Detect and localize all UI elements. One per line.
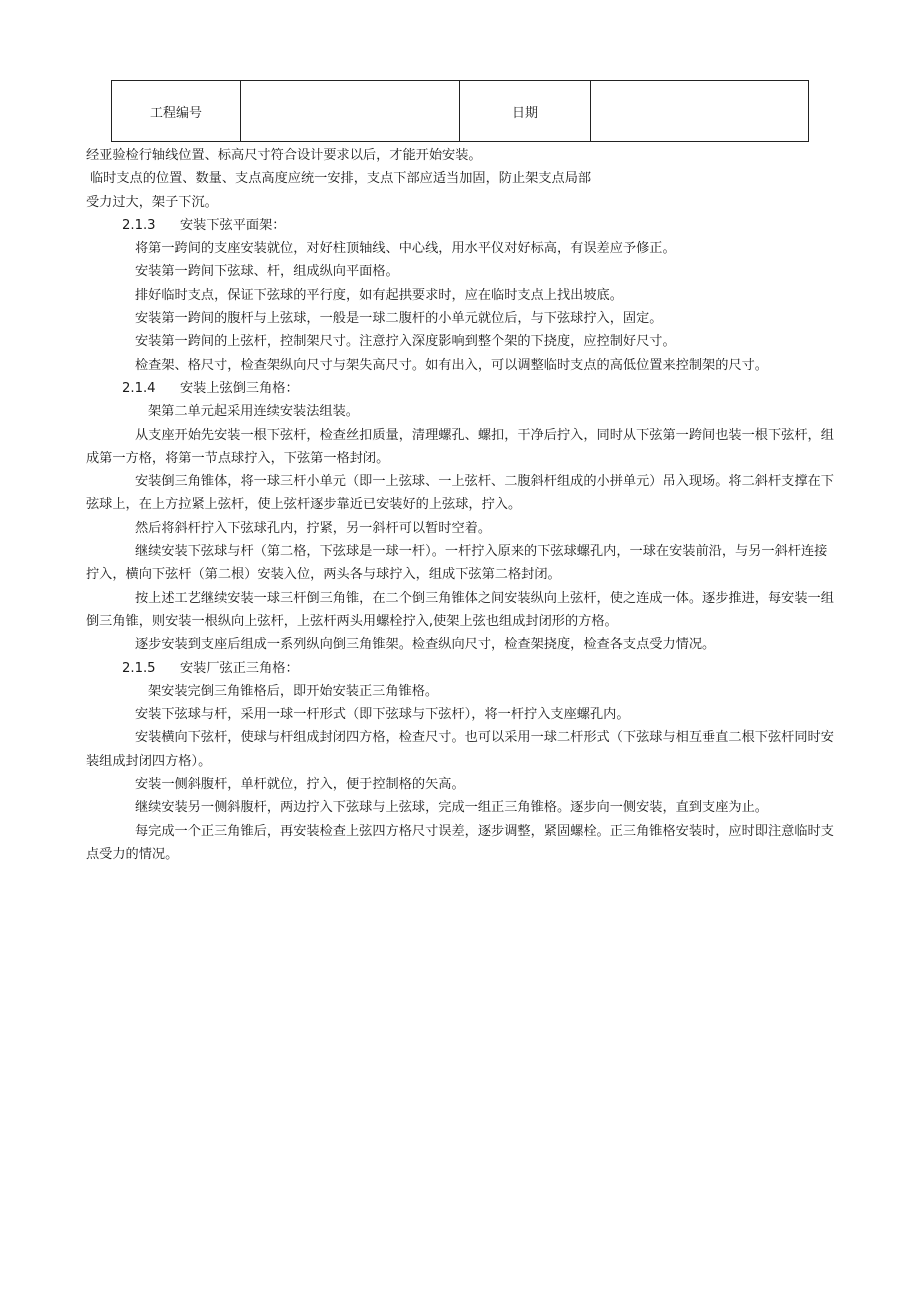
paragraph: 排好临时支点，保证下弦球的平行度，如有起拱要求时，应在临时支点上找出坡底。 bbox=[135, 287, 623, 303]
paragraph: 临时支点的位置、数量、支点高度应统一安排，支点下部应适当加固，防止架支点局部 bbox=[90, 171, 592, 187]
paragraph: 继续安装另一侧斜腹杆，两边拧入下弦球与上弦球，完成一组正三角锥格。逐步向一侧安装，直到支座为止。 bbox=[135, 800, 768, 816]
paragraph: 安装第一跨间下弦球、杆，组成纵向平面格。 bbox=[135, 264, 399, 280]
paragraph: 受力过大，架子下沉。 bbox=[86, 194, 218, 210]
section-number: 2.1.5 bbox=[122, 660, 156, 676]
paragraph: 从支座开始先安装一根下弦杆，检查丝扣质量，清理螺孔、螺扣，干净后拧入，同时从下弦第一跨间也装一根下弦杆，组成第一方格，将第一节点球拧入，下弦第一格封闭。 bbox=[86, 427, 834, 466]
paragraph: 逐步安装到支座后组成一系列纵向倒三角锥架。检查纵向尺寸，检查架挠度，检查各支点受力情况。 bbox=[135, 637, 716, 653]
paragraph: 检查架、格尺寸，检查架纵向尺寸与架失高尺寸。如有出入，可以调整临时支点的高低位置来控制架的尺寸。 bbox=[135, 357, 768, 373]
section-heading bbox=[86, 377, 840, 400]
section-title: 安装下弦平面架： bbox=[180, 217, 286, 233]
paragraph: 安装下弦球与杆，采用一球一杆形式（即下弦球与下弦杆），将一杆拧入支座螺孔内。 bbox=[135, 707, 630, 723]
paragraph: 然后将斜杆拧入下弦球孔内，拧紧，另一斜杆可以暂时空着。 bbox=[135, 520, 492, 536]
paragraph: 安装横向下弦杆，使球与杆组成封闭四方格，检查尺寸。也可以采用一球二杆形式（下弦球与相互垂直二根下弦杆同时安装组成封闭四方格）。 bbox=[86, 730, 834, 769]
paragraph: 继续安装下弦球与杆（第二格，下弦球是一球一杆）。一杆拧入原来的下弦球螺孔内，一球在安装前沿，与另一斜杆连接拧入，横向下弦杆（第二根）安装入位，两头各与球拧入，组成下弦第二格封闭。 bbox=[86, 544, 828, 583]
project-number-label: 工程编号 bbox=[112, 81, 241, 142]
paragraph: 安装倒三角锥体，将一球三杆小单元（即一上弦球、一上弦杆、二腹斜杆组成的小拼单元）吊入现场。将二斜杆支撑在下弦球上，在上方拉紧上弦杆，使上弦杆逐步靠近已安装好的上弦球，拧入。 bbox=[86, 474, 834, 513]
section-title: 安装上弦倒三角格： bbox=[180, 380, 299, 396]
section-title: 安装厂弦正三角格： bbox=[180, 660, 299, 676]
paragraph: 安装第一跨间的上弦杆，控制架尺寸。注意拧入深度影响到整个架的下挠度，应控制好尺寸。 bbox=[135, 334, 676, 350]
header-table bbox=[111, 80, 809, 142]
paragraph: 架安装完倒三角锥格后，即开始安装正三角锥格。 bbox=[148, 683, 439, 699]
paragraph: 将第一跨间的支座安装就位，对好柱顶轴线、中心线，用水平仪对好标高，有误差应予修正。 bbox=[135, 241, 676, 257]
document-body bbox=[86, 144, 840, 866]
section-heading bbox=[86, 657, 840, 680]
paragraph: 安装第一跨间的腹杆与上弦球，一般是一球二腹杆的小单元就位后，与下弦球拧入，固定。 bbox=[135, 311, 663, 327]
project-number-value bbox=[241, 81, 460, 142]
section-number: 2.1.4 bbox=[122, 380, 156, 396]
paragraph: 每完成一个正三角锥后，再安装检查上弦四方格尺寸误差，逐步调整，紧固螺栓。正三角锥格安装时，应时即注意临时支点受力的情况。 bbox=[86, 823, 834, 862]
section-heading bbox=[86, 214, 840, 237]
paragraph: 安装一侧斜腹杆，单杆就位，拧入，便于控制格的矢高。 bbox=[135, 777, 465, 793]
section-number: 2.1.3 bbox=[122, 217, 156, 233]
date-label: 日期 bbox=[460, 81, 591, 142]
date-value bbox=[591, 81, 809, 142]
paragraph: 经亚验检行轴线位置、标高尺寸符合设计要求以后，才能开始安装。 bbox=[86, 148, 482, 163]
paragraph: 架第二单元起采用连续安装法组装。 bbox=[148, 404, 359, 420]
paragraph: 按上述工艺继续安装一球三杆倒三角锥，在二个倒三角锥体之间安装纵向上弦杆，使之连成一体。逐步推进，每安装一组倒三角锥，则安装一根纵向上弦杆，上弦杆两头用螺栓拧入,使架上弦也组成封闭形的方格。 bbox=[86, 590, 834, 629]
